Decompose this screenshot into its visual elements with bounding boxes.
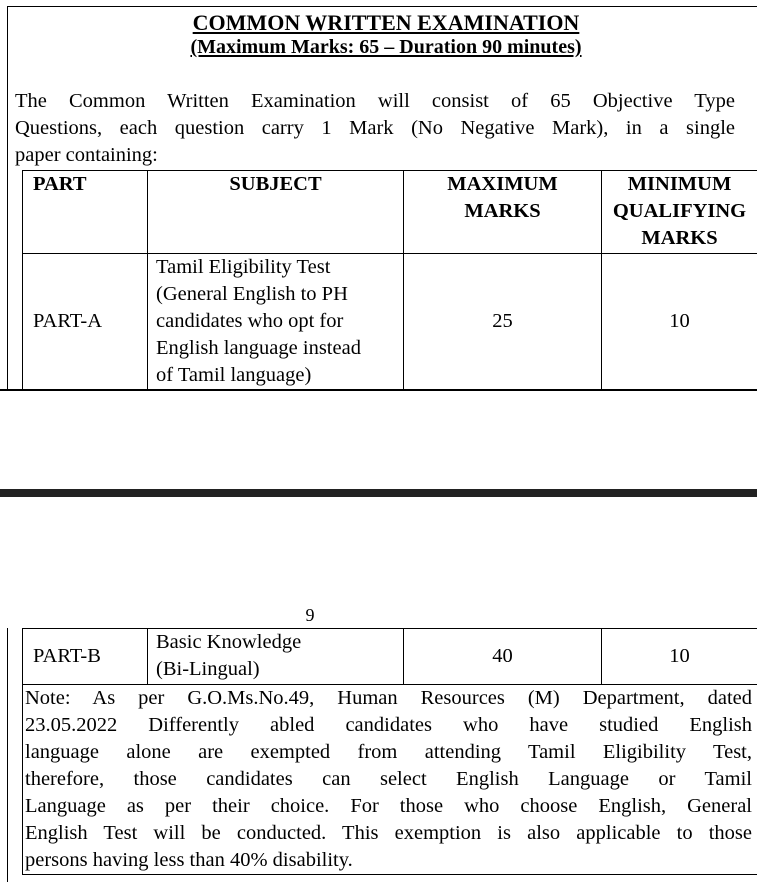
note-line: language alone are exempted from attending Tamil Eligibility Test, (25, 741, 752, 763)
intro-line: paper containing: (15, 144, 158, 166)
exam-title: COMMON WRITTEN EXAMINATION (192, 10, 580, 35)
title-block (8, 10, 757, 59)
note-line: English Test will be conducted. This exemption is also applicable to those (25, 822, 752, 844)
intro-line: The Common Written Examination will consist of 65 Objective Type (15, 90, 735, 112)
header-maximum-marks: MAXIMUM MARKS (404, 171, 602, 254)
note-line: Language as per their choice. For those who choose English, General (25, 795, 752, 817)
header-minimum-qualifying-marks: MINIMUM QUALIFYING MARKS (602, 171, 757, 254)
subject-cell: Tamil Eligibility Test (General English to PH candidates who opt for English language instead of Tamil language) (148, 254, 404, 390)
note-line: persons having less than 40% disability. (25, 849, 353, 871)
marks-table-continued (22, 628, 757, 875)
exam-subtitle: (Maximum Marks: 65 – Duration 90 minutes) (190, 36, 582, 58)
note-row (23, 685, 757, 875)
intro-paragraph (15, 88, 735, 169)
note-line: Note: As per G.O.Ms.No.49, Human Resources (M) Department, dated (25, 687, 752, 709)
maximum-marks-cell: 40 (404, 629, 602, 685)
page-frame-left-line (7, 628, 8, 882)
maximum-marks-cell: 25 (404, 254, 602, 390)
table-header-row (23, 171, 757, 254)
page-frame-top-line (7, 6, 757, 7)
minimum-marks-cell: 10 (602, 629, 757, 685)
note-line: therefore, those candidates can select English Language or Tamil (25, 768, 752, 790)
intro-line: Questions, each question carry 1 Mark (No Negative Mark), in a single (15, 117, 735, 139)
table-row (23, 629, 757, 685)
note-line: 23.05.2022 Differently abled candidates who have studied English (25, 714, 752, 736)
marks-table (22, 170, 757, 390)
page-frame-left-line (7, 6, 8, 391)
header-part: PART (23, 171, 148, 254)
minimum-marks-cell: 10 (602, 254, 757, 390)
note-cell (23, 685, 757, 875)
page-break-divider (0, 489, 757, 497)
part-cell: PART-B (23, 629, 148, 685)
table-row (23, 254, 757, 390)
part-cell: PART-A (23, 254, 148, 390)
page-number: 9 (305, 605, 315, 625)
subject-cell: Basic Knowledge (Bi-Lingual) (148, 629, 404, 685)
header-subject: SUBJECT (148, 171, 404, 254)
